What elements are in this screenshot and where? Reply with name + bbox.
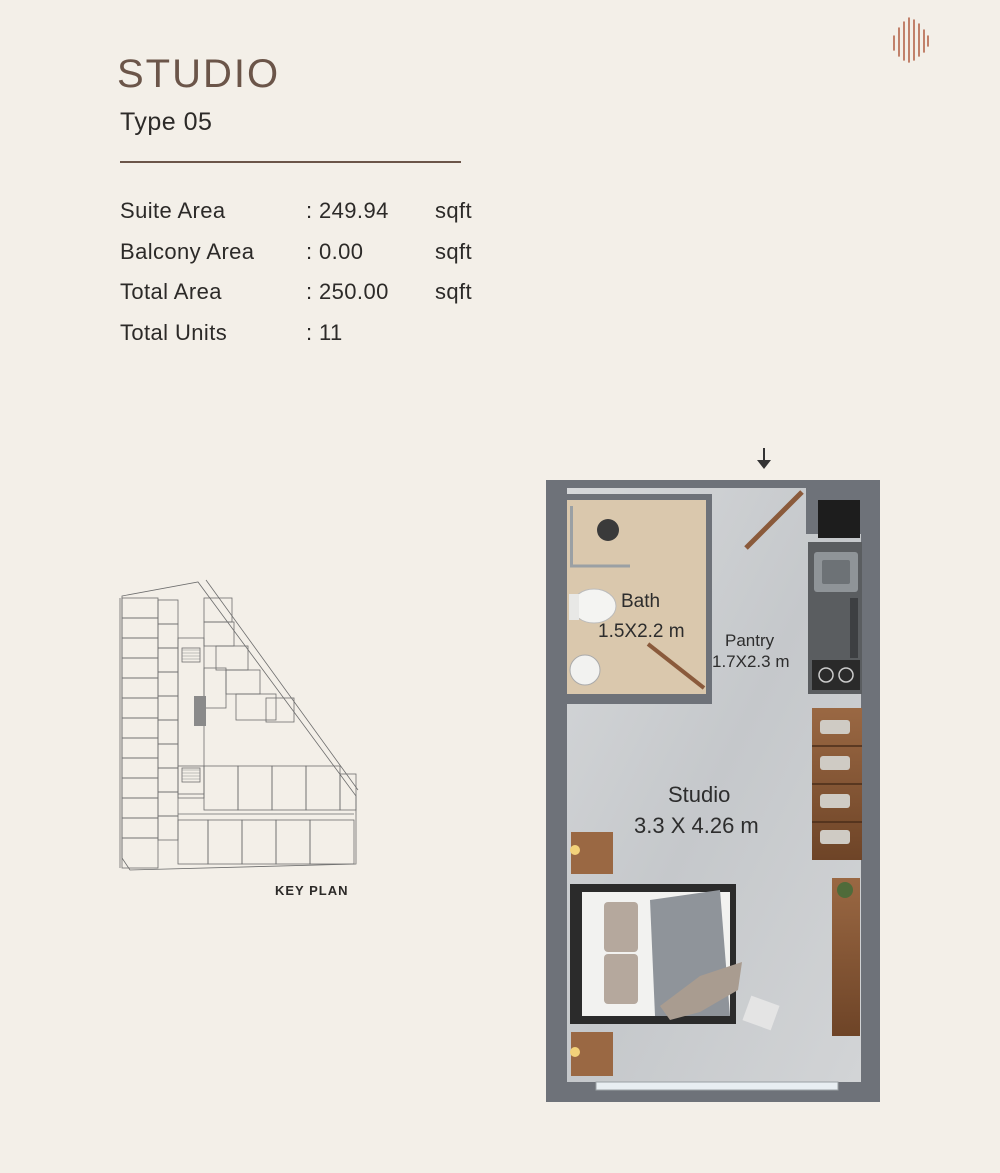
- pillow: [604, 902, 638, 952]
- page-title: STUDIO: [117, 52, 281, 96]
- key-plan-label: KEY PLAN: [275, 883, 349, 898]
- stat-unit: sqft: [435, 198, 473, 223]
- pillow: [604, 954, 638, 1004]
- floor-plan: [540, 440, 890, 1110]
- stat-value: : 249.94: [306, 198, 389, 223]
- stat-label: Suite Area: [120, 198, 226, 223]
- room-name-bath: Bath: [621, 591, 661, 612]
- fridge: [818, 500, 860, 538]
- stat-unit: sqft: [435, 238, 473, 264]
- stat-label: Total Area: [120, 279, 222, 304]
- window: [596, 1082, 838, 1090]
- room-dimensions-pantry: 1.7X2.3 m: [712, 652, 790, 671]
- highlighted-unit: [194, 696, 206, 726]
- stat-value: : 11: [306, 319, 343, 345]
- tv-console: [832, 878, 860, 1036]
- title-divider: [120, 161, 461, 163]
- brand-logo: [890, 14, 932, 64]
- key-plan-drawing: [116, 578, 364, 878]
- unit-type: Type 05: [120, 108, 213, 136]
- stat-label: Balcony Area: [120, 238, 255, 264]
- stat-label: Total Units: [120, 319, 228, 345]
- stat-unit: sqft: [435, 279, 473, 304]
- room-name-studio: Studio: [668, 782, 731, 807]
- room-dimensions-bath: 1.5X2.2 m: [598, 621, 685, 642]
- entry-arrow-icon: [757, 448, 771, 469]
- room-name-pantry: Pantry: [725, 631, 775, 650]
- room-dimensions-studio: 3.3 X 4.26 m: [634, 813, 759, 838]
- stat-value: : 0.00: [306, 238, 364, 264]
- stat-value: : 250.00: [306, 279, 389, 304]
